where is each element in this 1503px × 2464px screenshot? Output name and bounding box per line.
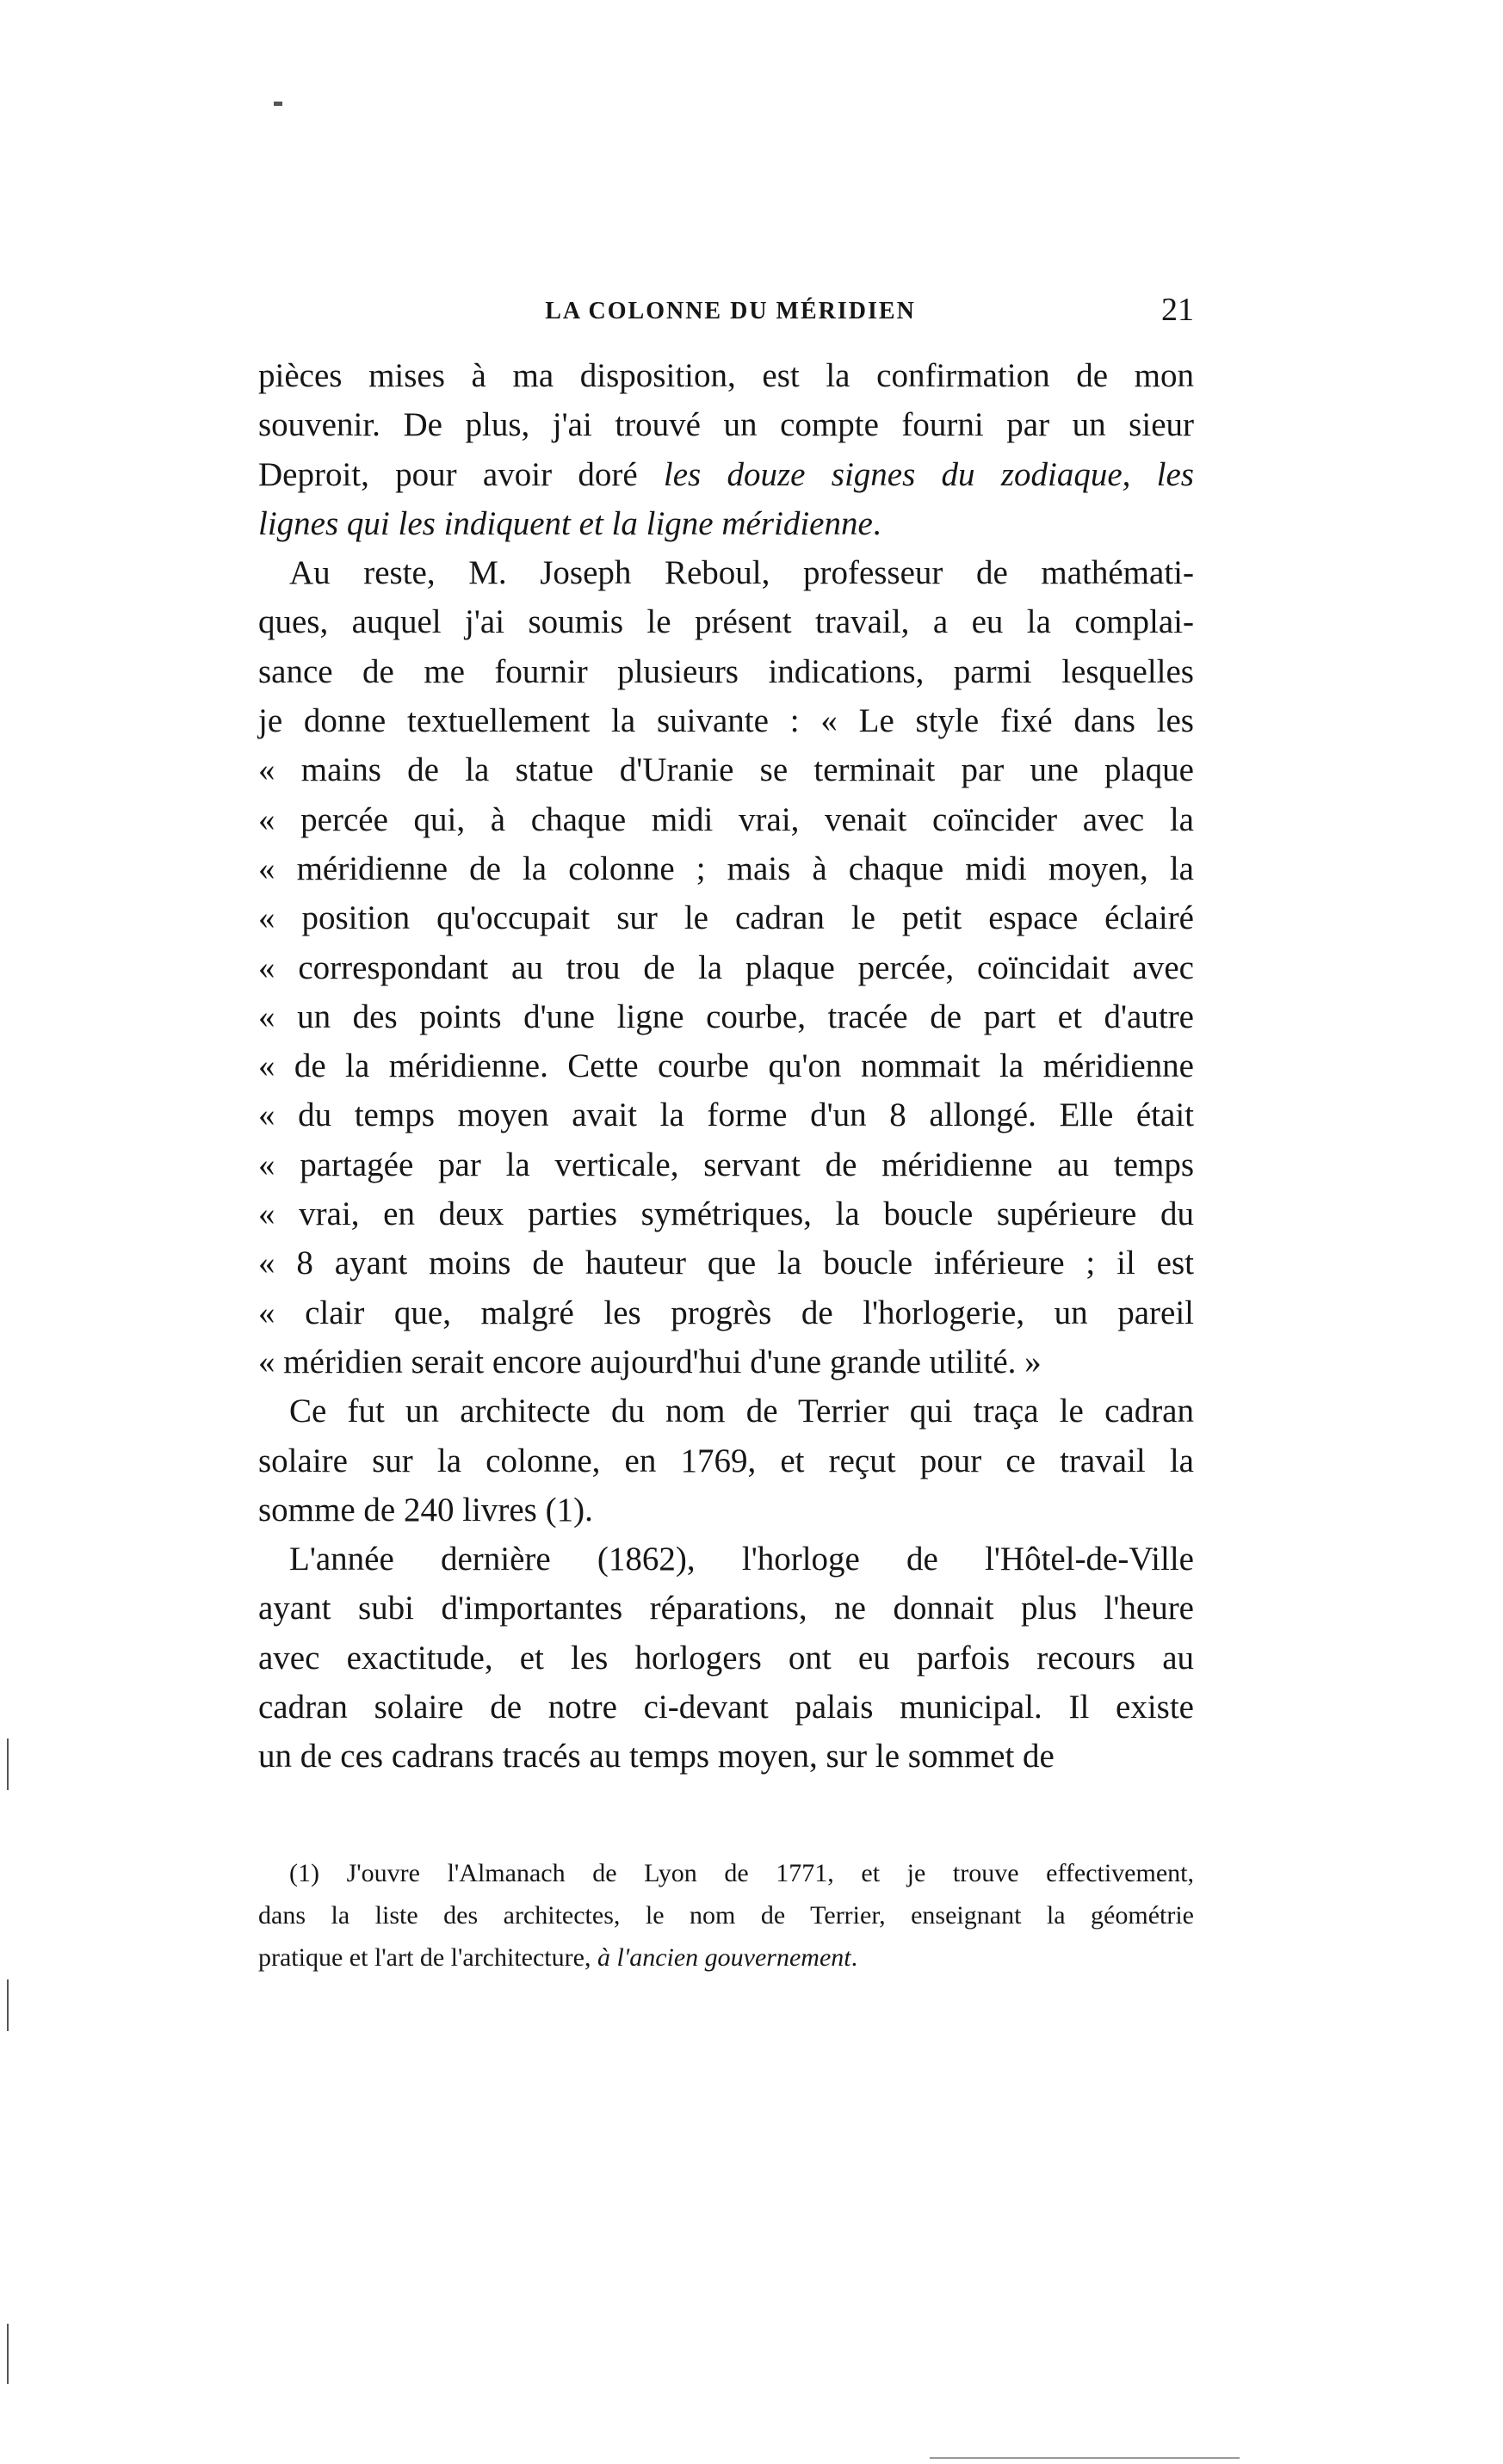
text-line: [258, 1683, 1194, 1732]
text-line: [258, 400, 1194, 449]
text-line: [258, 992, 1194, 1041]
text-line: [258, 548, 1194, 597]
italic-text: à l'ancien gouvernement: [597, 1943, 851, 1972]
text-line: [258, 1238, 1194, 1288]
scan-speck: [7, 2324, 9, 2384]
text-segment: Ce fut un architecte du nom de Terrier qui traça le cadran: [289, 1393, 1194, 1430]
italic-text: les douze signes du zodiaque, les: [663, 455, 1194, 493]
text-segment: somme de 240 livres (1).: [258, 1491, 593, 1528]
text-segment: « mains de la statue d'Uranie se terminait par une plaque: [258, 751, 1194, 789]
running-title: LA COLONNE DU MÉRIDIEN: [545, 298, 916, 324]
text-segment: « vrai, en deux parties symétriques, la boucle supérieure du: [258, 1195, 1194, 1233]
text-segment: « du temps moyen avait la forme d'un 8 allongé. Elle était: [258, 1096, 1194, 1134]
text-segment: « partagée par la verticale, servant de méridienne au temps: [258, 1146, 1194, 1183]
text-line: [258, 696, 1194, 745]
text-line: [258, 1189, 1194, 1238]
text-line: [258, 1090, 1194, 1139]
text-line: [258, 597, 1194, 646]
text-line: [258, 1337, 1194, 1386]
text-segment: « de la méridienne. Cette courbe qu'on nommait la méridienne: [258, 1047, 1194, 1085]
text-segment: solaire sur la colonne, en 1769, et reçut pour ce travail la: [258, 1442, 1194, 1479]
footnote-line: [258, 1936, 1194, 1979]
scan-speck: [274, 102, 282, 106]
text-segment: .: [872, 504, 881, 542]
text-segment: « clair que, malgré les progrès de l'horlogerie, un pareil: [258, 1294, 1194, 1331]
footnote-line: [258, 1894, 1194, 1936]
text-line: [258, 1732, 1194, 1781]
text-segment: L'année dernière (1862), l'horloge de l'Hôtel-de-Ville: [289, 1541, 1194, 1578]
scan-speck: [930, 2457, 1240, 2459]
text-line: [258, 499, 1194, 548]
text-line: [258, 1140, 1194, 1189]
footnotes: [258, 1852, 1194, 1979]
running-header: [267, 291, 1194, 334]
page-number: 21: [1161, 292, 1194, 328]
text-segment: « méridien serait encore aujourd'hui d'une grande utilité. »: [258, 1343, 1042, 1380]
text-segment: Au reste, M. Joseph Reboul, professeur de mathémati-: [289, 554, 1194, 592]
text-segment: pièces mises à ma disposition, est la confirmation de mon: [258, 357, 1194, 394]
text-segment: pratique et l'art de l'architecture,: [258, 1943, 597, 1972]
text-segment: Deproit, pour avoir doré: [258, 455, 664, 493]
text-segment: « correspondant au trou de la plaque percée, coïncidait avec: [258, 948, 1194, 986]
text-segment: avec exactitude, et les horlogers ont eu parfois recours au: [258, 1639, 1194, 1677]
text-segment: ayant subi d'importantes réparations, ne donnait plus l'heure: [258, 1590, 1194, 1627]
text-segment: « position qu'occupait sur le cadran le petit espace éclairé: [258, 899, 1194, 937]
text-line: [258, 1535, 1194, 1584]
footnote-line: [258, 1852, 1194, 1894]
scan-speck: [7, 1979, 9, 2031]
text-segment: « un des points d'une ligne courbe, tracée de part et d'autre: [258, 997, 1194, 1035]
text-line: [258, 1485, 1194, 1535]
text-line: [258, 893, 1194, 942]
text-segment: .: [850, 1943, 858, 1972]
italic-text: lignes qui les indiquent et la ligne méridienne: [258, 504, 873, 542]
text-segment: cadran solaire de notre ci-devant palais municipal. Il existe: [258, 1689, 1194, 1726]
text-line: [258, 647, 1194, 696]
text-segment: « méridienne de la colonne ; mais à chaque midi moyen, la: [258, 849, 1194, 887]
text-line: [258, 1633, 1194, 1683]
text-segment: « 8 ayant moins de hauteur que la boucle inférieure ; il est: [258, 1244, 1194, 1282]
text-segment: sance de me fournir plusieurs indications, parmi lesquelles: [258, 652, 1194, 690]
text-segment: je donne textuellement la suivante : « Le style fixé dans les: [258, 702, 1194, 740]
text-line: [258, 450, 1194, 499]
text-line: [258, 844, 1194, 893]
text-segment: souvenir. De plus, j'ai trouvé un compte fourni par un sieur: [258, 406, 1194, 444]
text-line: [258, 745, 1194, 794]
text-segment: (1) J'ouvre l'Almanach de Lyon de 1771, et je trouve effectivement,: [289, 1859, 1194, 1887]
text-line: [258, 1288, 1194, 1337]
text-segment: un de ces cadrans tracés au temps moyen, sur le sommet de: [258, 1738, 1055, 1775]
body-text: [258, 351, 1194, 1782]
text-line: [258, 1436, 1194, 1485]
text-line: [258, 1386, 1194, 1436]
scan-speck: [7, 1738, 9, 1790]
text-line: [258, 943, 1194, 992]
text-line: [258, 351, 1194, 400]
text-segment: ques, auquel j'ai soumis le présent travail, a eu la complai-: [258, 603, 1194, 641]
text-line: [258, 1041, 1194, 1090]
text-segment: dans la liste des architectes, le nom de Terrier, enseignant la géométrie: [258, 1901, 1194, 1930]
text-line: [258, 795, 1194, 844]
text-segment: « percée qui, à chaque midi vrai, venait coïncider avec la: [258, 800, 1194, 838]
text-line: [258, 1584, 1194, 1633]
